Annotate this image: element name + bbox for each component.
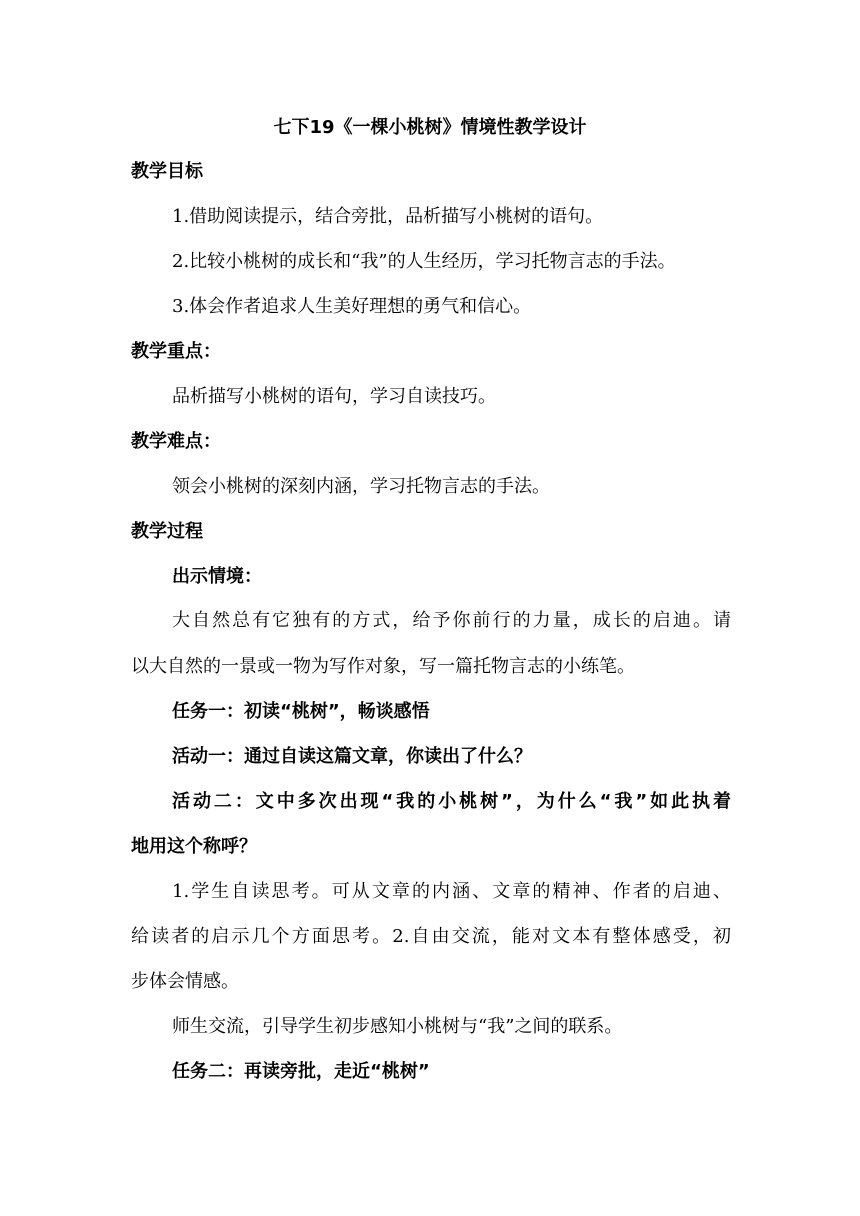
activity-two-question-line-2: 地用这个称呼？: [131, 836, 257, 857]
teaching-difficulty-text: 领会小桃树的深刻内涵，学习托物言志的手法。: [172, 476, 550, 497]
teaching-process-heading: 教学过程: [131, 521, 203, 542]
scenario-heading: 出示情境：: [172, 566, 262, 587]
goal-item-3: 3.体会作者追求人生美好理想的勇气和信心。: [172, 296, 532, 317]
goal-item-1: 1.借助阅读提示，结合旁批，品析描写小桃树的语句。: [172, 206, 604, 227]
teaching-goals-heading: 教学目标: [131, 161, 203, 182]
activity-two-question-line-1: 活动二：文中多次出现“我的小桃树”，为什么“我”如此执着: [172, 791, 731, 812]
scenario-paragraph-line-1: 大自然总有它独有的方式，给予你前行的力量，成长的启迪。请: [172, 610, 731, 631]
task-two-heading: 任务二：再读旁批，走近“桃树”: [172, 1061, 430, 1082]
guidance-paragraph-line-3: 步体会情感。: [131, 971, 239, 992]
guidance-paragraph-line-2: 给读者的启示几个方面思考。2.自由交流，能对文本有整体感受，初: [131, 926, 731, 947]
goal-item-2: 2.比较小桃树的成长和“我”的人生经历，学习托物言志的手法。: [172, 251, 676, 272]
teaching-key-heading: 教学重点：: [131, 341, 221, 362]
scenario-paragraph-line-2: 以大自然的一景或一物为写作对象，写一篇托物言志的小练笔。: [131, 656, 635, 677]
activity-one-question: 活动一：通过自读这篇文章，你读出了什么？: [172, 746, 532, 767]
guidance-paragraph-line-1: 1.学生自读思考。可从文章的内涵、文章的精神、作者的启迪、: [172, 881, 731, 902]
teaching-key-text: 品析描写小桃树的语句，学习自读技巧。: [172, 386, 496, 407]
teaching-difficulty-heading: 教学难点：: [131, 431, 221, 452]
teacher-student-exchange: 师生交流，引导学生初步感知小桃树与“我”之间的联系。: [172, 1016, 623, 1037]
document-title: 七下19《一棵小桃树》情境性教学设计: [273, 117, 587, 138]
task-one-heading: 任务一：初读“桃树”，畅谈感悟: [172, 701, 430, 722]
